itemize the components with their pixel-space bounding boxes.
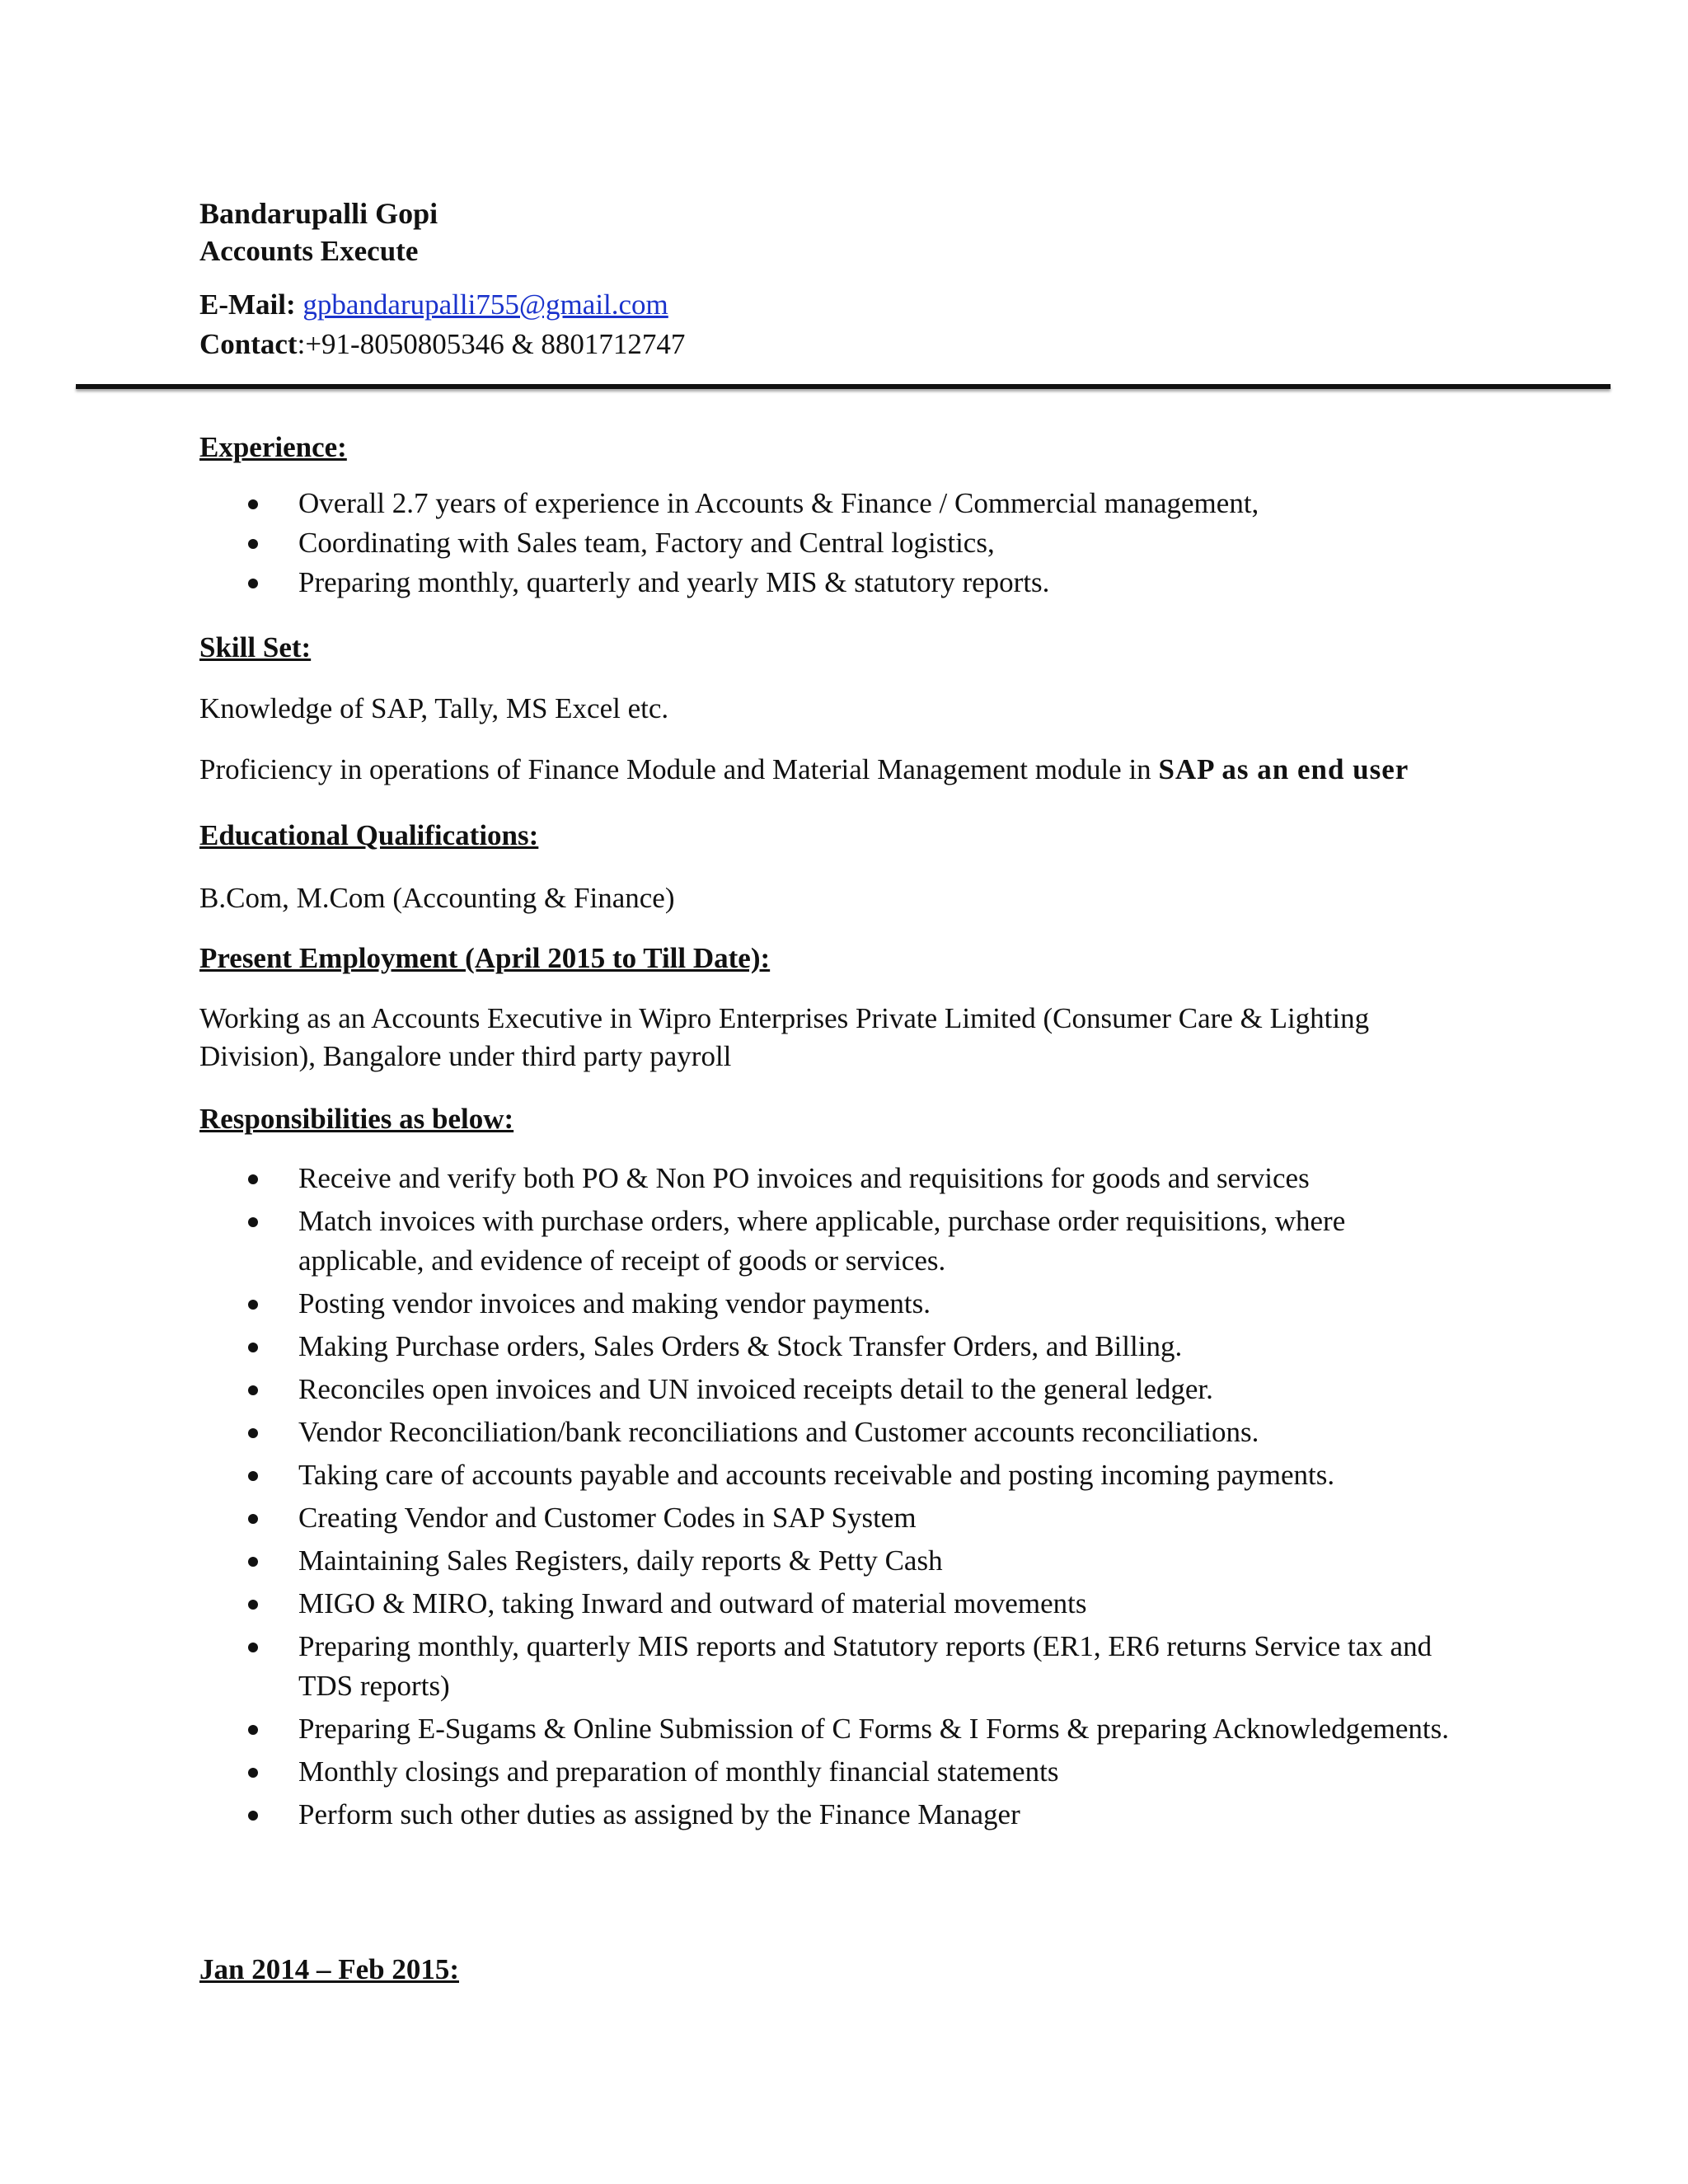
education-text: B.Com, M.Com (Accounting & Finance): [199, 882, 675, 914]
skills-line-1: Knowledge of SAP, Tally, MS Excel etc.: [199, 692, 669, 724]
bullet-icon: [248, 1471, 258, 1481]
list-item: [199, 1795, 1469, 1835]
previous-employment-heading: Jan 2014 – Feb 2015:: [199, 1953, 459, 1985]
list-item: [199, 1709, 1469, 1749]
list-item: [199, 1202, 1469, 1281]
list-item-text: Making Purchase orders, Sales Orders & Stock Transfer Orders, and Billing.: [298, 1330, 1183, 1362]
list-item: [199, 1413, 1469, 1452]
responsibilities-heading: Responsibilities as below:: [199, 1103, 514, 1135]
experience-list: [199, 484, 1502, 602]
bullet-icon: [248, 1811, 258, 1821]
bullet-icon: [248, 1428, 258, 1438]
list-item: [199, 1159, 1469, 1198]
list-item: [199, 1541, 1469, 1581]
skills-line-2-bold: SAP as an end user: [1158, 753, 1409, 785]
list-item-text: Reconciles open invoices and UN invoiced receipts detail to the general ledger.: [298, 1373, 1213, 1405]
education-section: [199, 816, 1502, 918]
list-item-text: Preparing monthly, quarterly MIS reports and Statutory reports (ER1, ER6 returns Service tax and TDS reports): [298, 1630, 1432, 1702]
bullet-icon: [248, 579, 258, 588]
email-link[interactable]: gpbandarupalli755@gmail.com: [302, 288, 668, 321]
list-item: [199, 1455, 1469, 1495]
bullet-icon: [248, 499, 258, 509]
list-item: [199, 1752, 1469, 1792]
header-divider: [76, 384, 1611, 389]
previous-employment-section: [199, 1950, 1502, 1990]
list-item-text: Maintaining Sales Registers, daily reports & Petty Cash: [298, 1544, 943, 1577]
contact-value: :+91-8050805346 & 8801712747: [297, 328, 686, 360]
list-item-text: Posting vendor invoices and making vendor payments.: [298, 1287, 931, 1319]
list-item: [199, 1284, 1469, 1324]
skills-line-2-text: Proficiency in operations of Finance Module and Material Management module in: [199, 753, 1159, 785]
resume-header: [199, 194, 1502, 364]
experience-heading: Experience:: [199, 431, 347, 463]
employment-heading: Present Employment (April 2015 to Till Date):: [199, 942, 771, 974]
list-item-text: Perform such other duties as assigned by the Finance Manager: [298, 1798, 1020, 1830]
bullet-icon: [248, 539, 258, 549]
skills-heading: Skill Set:: [199, 631, 312, 663]
list-item-text: Creating Vendor and Customer Codes in SAP System: [298, 1502, 917, 1534]
experience-section: [199, 428, 1502, 602]
list-item-text: Preparing E-Sugams & Online Submission of C Forms & I Forms & preparing Acknowledgements.: [298, 1713, 1450, 1745]
employment-section: [199, 939, 1502, 1076]
list-item-text: Match invoices with purchase orders, where applicable, purchase order requisitions, where applicable, and evidence of receipt of goods or services.: [298, 1205, 1346, 1277]
list-item-text: Vendor Reconciliation/bank reconciliations and Customer accounts reconciliations.: [298, 1416, 1259, 1448]
bullet-icon: [248, 1300, 258, 1310]
bullet-icon: [248, 1768, 258, 1778]
list-item: [199, 1584, 1469, 1624]
employment-text: Working as an Accounts Executive in Wipro Enterprises Private Limited (Consumer Care & Lighting Division), Bangalore under third party payroll: [199, 1002, 1370, 1072]
bullet-icon: [248, 1217, 258, 1227]
contact-label: Contact: [199, 328, 298, 360]
contact-line: [199, 325, 1502, 364]
responsibilities-list: [199, 1159, 1469, 1835]
bullet-icon: [248, 1600, 258, 1610]
bullet-icon: [248, 1174, 258, 1184]
list-item-text: Monthly closings and preparation of monthly financial statements: [298, 1755, 1059, 1788]
bullet-icon: [248, 1343, 258, 1352]
bullet-icon: [248, 1514, 258, 1524]
list-item-text: Preparing monthly, quarterly and yearly MIS & statutory reports.: [298, 566, 1050, 598]
list-item: [199, 1370, 1469, 1409]
list-item: [199, 1498, 1469, 1538]
list-item-text: Taking care of accounts payable and accounts receivable and posting incoming payments.: [298, 1459, 1335, 1491]
list-item: [199, 523, 1502, 563]
bullet-icon: [248, 1385, 258, 1395]
education-heading: Educational Qualifications:: [199, 819, 539, 851]
list-item: [199, 563, 1502, 602]
skills-line-2: [199, 750, 1502, 790]
list-item-text: MIGO & MIRO, taking Inward and outward of material movements: [298, 1587, 1087, 1619]
candidate-name: Bandarupalli Gopi: [199, 197, 438, 230]
bullet-icon: [248, 1643, 258, 1652]
list-item-text: Coordinating with Sales team, Factory and Central logistics,: [298, 527, 995, 559]
list-item-text: Overall 2.7 years of experience in Accounts & Finance / Commercial management,: [298, 487, 1259, 519]
list-item: [199, 1327, 1469, 1366]
email-label: E-Mail:: [199, 288, 296, 321]
bullet-icon: [248, 1557, 258, 1567]
list-item: [199, 484, 1502, 523]
list-item: [199, 1627, 1469, 1706]
responsibilities-section: [199, 1099, 1502, 1838]
candidate-role: Accounts Execute: [199, 235, 419, 267]
contact-block: [199, 285, 1502, 364]
list-item-text: Receive and verify both PO & Non PO invoices and requisitions for goods and services: [298, 1162, 1310, 1194]
skills-section: [199, 628, 1502, 790]
email-line: [199, 285, 1502, 325]
bullet-icon: [248, 1725, 258, 1735]
